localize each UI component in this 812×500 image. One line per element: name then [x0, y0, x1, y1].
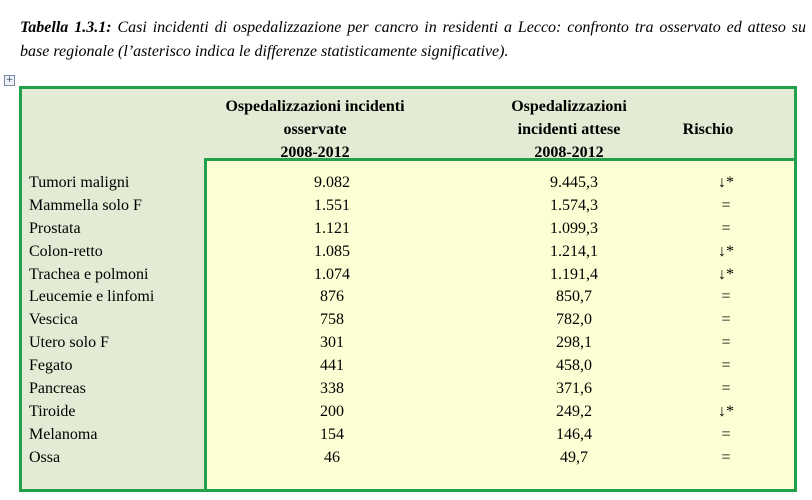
- cell-observed: 1.074: [314, 265, 350, 283]
- cell-name: Leucemie e linfomi: [29, 288, 155, 306]
- cell-name: Tiroide: [29, 402, 76, 420]
- cell-expected: 249,2: [556, 402, 592, 420]
- cell-risk: =: [721, 219, 731, 237]
- cell-observed: 200: [320, 402, 344, 420]
- cell-risk: =: [721, 288, 731, 306]
- cell-observed: 1.121: [314, 219, 350, 237]
- cell-risk: =: [721, 380, 731, 398]
- table-row: [22, 354, 794, 377]
- cell-name: Melanoma: [29, 425, 98, 443]
- caption-label: Tabella 1.3.1:: [20, 19, 112, 36]
- table-row: [22, 217, 794, 240]
- table-row: [22, 377, 794, 400]
- table-rows: [22, 171, 794, 469]
- cell-name: Trachea e polmoni: [29, 265, 149, 283]
- cell-observed: 876: [320, 288, 344, 306]
- cell-risk: =: [721, 311, 731, 329]
- cell-name: Utero solo F: [29, 334, 109, 352]
- cell-name: Pancreas: [29, 380, 86, 398]
- header-expected: Ospedalizzazioni incidenti attese 2008-2012: [511, 98, 627, 161]
- move-handle-icon[interactable]: +: [5, 75, 14, 85]
- cell-name: Colon-retto: [29, 242, 103, 260]
- cell-risk: ↓*: [718, 402, 734, 420]
- cell-risk: ↓*: [718, 174, 734, 191]
- header-risk: Rischio: [682, 121, 734, 138]
- cell-expected: 298,1: [556, 334, 592, 352]
- table-row: [22, 331, 794, 354]
- cell-risk: =: [721, 448, 731, 466]
- cell-observed: 301: [320, 334, 344, 352]
- cell-name: Fegato: [29, 357, 73, 375]
- cell-expected: 1.099,3: [550, 219, 598, 237]
- table-row: [22, 308, 794, 331]
- table-row: [22, 285, 794, 308]
- cell-risk: =: [721, 357, 731, 375]
- cell-expected: 782,0: [556, 311, 592, 329]
- cell-expected: 146,4: [556, 425, 592, 443]
- data-table: [19, 86, 797, 492]
- cell-expected: 1.214,1: [550, 242, 598, 260]
- cell-name: Tumori maligni: [29, 174, 130, 191]
- table-row: [22, 171, 794, 194]
- table-caption: [20, 16, 806, 64]
- cell-expected: 371,6: [556, 380, 592, 398]
- cell-name: Ossa: [29, 448, 61, 466]
- cell-observed: 338: [320, 380, 344, 398]
- cell-expected: 9.445,3: [550, 174, 598, 191]
- cell-risk: =: [721, 334, 731, 352]
- cell-expected: 49,7: [560, 448, 588, 466]
- cell-name: Vescica: [29, 311, 78, 329]
- cell-expected: 850,7: [556, 288, 592, 306]
- cell-name: Mammella solo F: [29, 196, 142, 214]
- table-row: [22, 423, 794, 446]
- cell-observed: 154: [320, 425, 344, 443]
- cell-expected: 1.191,4: [550, 265, 598, 283]
- cell-name: Prostata: [29, 219, 81, 237]
- cell-observed: 9.082: [314, 174, 350, 191]
- table-row: [22, 263, 794, 286]
- cell-observed: 1.085: [314, 242, 350, 260]
- cell-observed: 1.551: [314, 196, 350, 214]
- cell-risk: ↓*: [718, 242, 734, 260]
- table-row: [22, 240, 794, 263]
- table-row: [22, 446, 794, 469]
- cell-expected: 1.574,3: [550, 196, 598, 214]
- cell-observed: 441: [320, 357, 344, 375]
- cell-risk: =: [721, 425, 731, 443]
- table-row: [22, 194, 794, 217]
- caption-text: Casi incidenti di ospedalizzazione per cancro in residenti a Lecco: confronto tra osservato ed atteso su base regionale (l’asterisco indica le differenze statisticamente significative).: [20, 19, 807, 60]
- header-observed: Ospedalizzazioni incidenti osservate 2008-2012: [225, 98, 405, 161]
- cell-observed: 46: [324, 448, 340, 466]
- cell-risk: ↓*: [718, 265, 734, 283]
- cell-expected: 458,0: [556, 357, 592, 375]
- table-row: [22, 400, 794, 423]
- cell-observed: 758: [320, 311, 344, 329]
- cell-risk: =: [721, 196, 731, 214]
